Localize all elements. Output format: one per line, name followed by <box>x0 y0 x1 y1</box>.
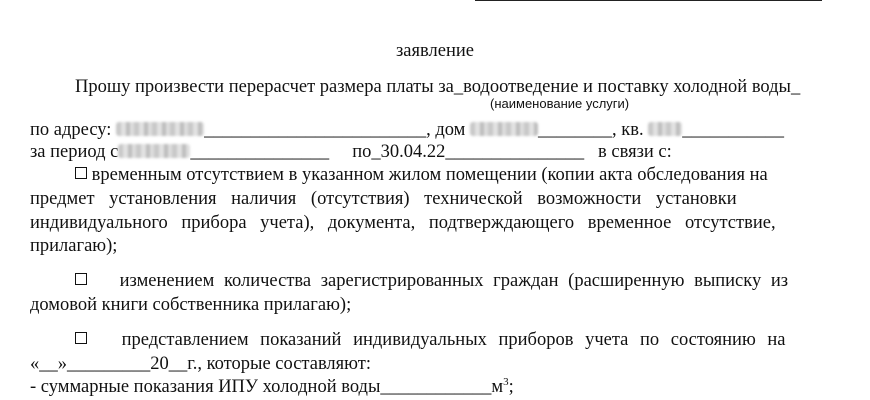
checkbox-readings[interactable] <box>75 332 87 344</box>
address-redacted <box>116 122 204 136</box>
summary-text: - суммарные показания ИПУ холодной воды____________м <box>30 377 504 397</box>
house-blank: ________, <box>537 120 617 140</box>
service-name-note: (наименование услуги) <box>490 96 630 111</box>
intro-line: Прошу произвести перерасчет размера платы за_водоотведение и поставку холодной воды_ <box>75 77 801 97</box>
period-to-blank: _______________ <box>445 142 585 162</box>
summary-line <box>30 375 514 399</box>
period-from-redacted <box>118 144 190 158</box>
option-readings-line2: «__»_________20__г., которые составляют: <box>30 354 371 374</box>
checkbox-registered[interactable] <box>75 273 87 285</box>
option-absence-line3: индивидуального прибора учета), документа, подтверждающего временное отсутствие, <box>30 213 776 233</box>
signature-line-left <box>475 0 600 1</box>
option-absence-line1 <box>75 163 768 187</box>
reason-label: в связи с: <box>598 142 672 162</box>
option-readings-text1: представлением показаний индивидуальных приборов учета по состоянию на <box>121 330 786 350</box>
address-blank: ________________________ <box>204 120 427 140</box>
period-to: по_30.04.22 <box>352 142 446 162</box>
address-line <box>30 118 784 142</box>
period-from-blank: _______________ <box>190 142 330 162</box>
signature-line-right <box>600 0 822 1</box>
address-label: по адресу: <box>30 120 112 140</box>
document-title: заявление <box>396 41 474 61</box>
apartment-blank: ___________ <box>682 120 784 140</box>
apartment-label: кв. <box>621 120 644 140</box>
option-absence-line2: предмет установления наличия (отсутствия) технической возможности установки <box>30 189 737 209</box>
period-line <box>30 140 672 164</box>
period-from-label: за период с <box>30 142 119 162</box>
option-registered-line2: домовой книги собственника прилагаю); <box>30 295 352 315</box>
option-registered-text1: изменением количества зарегистрированных граждан (расширенную выписку из <box>119 271 789 291</box>
summary-unit-sup: 3 <box>503 375 509 388</box>
option-registered-line1 <box>75 269 788 293</box>
option-readings-line1 <box>75 328 786 352</box>
summary-tail: ; <box>508 377 514 397</box>
apartment-redacted <box>648 122 682 136</box>
house-label: , дом <box>426 120 466 140</box>
option-absence-line4: прилагаю); <box>30 236 118 256</box>
house-redacted <box>470 122 538 136</box>
option-absence-text1: временным отсутствием в указанном жилом помещении (копии акта обследования на <box>91 165 768 185</box>
checkbox-absence[interactable] <box>75 167 87 179</box>
